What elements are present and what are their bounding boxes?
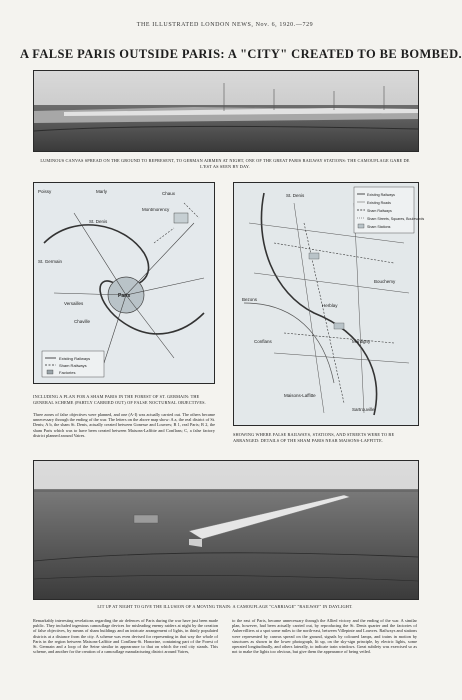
map-right-legend-4: Sham Stations	[367, 225, 391, 229]
page-title: A FALSE PARIS OUTSIDE PARIS: A "CITY" CREATED TO BE BOMBED.	[20, 47, 462, 61]
map-right-legend-2: Sham Railways	[367, 209, 392, 213]
map-left-label-versailles: Versailles	[64, 301, 84, 306]
photo-bottom-image	[34, 461, 418, 599]
map-left-text: Three zones of false objectives were planned, and one (A-I) was actually carried out. The others became unnecessary through the ending of the war. The letters on the above map show: A a, the real district of St. Denis; A b, the sham St. Denis, actually created between Gonesse and Louvres; B 1, real Paris; B 2, the sham Paris which was to have been created between Maisons-Laffitte and Conflans; C, a false factory district planned around Vaires.	[33, 412, 215, 438]
map-left-label-st-germain: St. Germain	[38, 259, 63, 264]
map-right	[233, 182, 425, 426]
map-right-legend-0: Existing Railways	[367, 193, 395, 197]
photo-top-caption: LUMINOUS CANVAS SPREAD ON THE GROUND TO REPRESENT, TO GERMAN AIRMEN AT NIGHT, ONE OF THE GREAT PARIS RAILWAY STATIONS: THE CAMOUFLAGE GARE DE L'EST AS SEEN BY DAY.	[40, 158, 410, 169]
running-head: THE ILLUSTRATED LONDON NEWS, Nov. 6, 1920.—729	[136, 22, 314, 28]
map-left-legend-existing: Existing Railways	[59, 356, 91, 361]
map-left-label-poissy: Poissy	[38, 189, 52, 194]
map-left-legend-factories: Factories	[59, 370, 76, 375]
map-right-label-bouchemy: Bouchemy	[374, 279, 396, 284]
map-right-label-bezons: Bezons	[242, 297, 258, 302]
map-left-label-paris: Paris	[118, 293, 131, 299]
map-left-label-st-denis: St. Denis	[89, 219, 108, 224]
map-right-image	[234, 183, 425, 425]
photo-bottom	[33, 460, 419, 600]
map-right-label-herblay: Herblay	[322, 303, 338, 308]
map-right-caption: SHOWING WHERE FALSE RAILWAYS, STATIONS, AND STREETS WERE TO BE ARRANGED: DETAILS OF THE SHAM PARIS NEAR MAISONS-LAFFITTE.	[233, 432, 395, 443]
map-right-label-montigny: Montigny	[352, 339, 371, 344]
map-left-label-chaux: Chaux	[162, 191, 176, 196]
map-left-caption: INCLUDING A PLAN FOR A SHAM PARIS IN THE FOREST OF ST. GERMAIN: THE GENERAL SCHEME (PARTLY CARRIED OUT) OF FALSE NOCTURNAL OBJECTIVES.	[33, 394, 206, 405]
map-right-legend-1: Existing Roads	[367, 201, 391, 205]
map-right-label-conflans: Conflans	[254, 339, 272, 344]
map-left-legend-sham: Sham Railways	[59, 363, 87, 368]
map-left-label-marly: Marly	[96, 189, 107, 194]
map-left	[33, 182, 215, 384]
photo-bottom-caption: LIT UP AT NIGHT TO GIVE THE ILLUSION OF A MOVING TRAIN: A CAMOUFLAGE "CARRIAGE" "RAILWAY" IN DAYLIGHT.	[97, 604, 353, 609]
map-right-label-maisons-laffitte: Maisons-Laffitte	[284, 393, 316, 398]
map-right-label-st-denis: St. Denis	[286, 193, 305, 198]
photo-top-image	[34, 71, 418, 151]
map-left-image	[34, 183, 214, 383]
photo-top	[33, 70, 419, 152]
map-right-legend-3: Sham Streets, Squares, Boulevards	[367, 217, 425, 221]
body-column-1: Remarkably interesting revelations regarding the air defences of Paris during the war have just been made public. They included ingenious camouflage devices for misleading enemy raiders at night by the creation of false objectives, by means of sham buildings and an intricate arrangement of lights, in thinly populated districts at a distance from the city. A scheme was even devised for representing in that way the whole of Paris in the region between Maisons-Laffitte and Conflans-St. Honorine, containing part of the Forest of St. Germain and a loop of the Seine similar in appearance to that on which the real city stands. This scheme, and another for the creation of a camouflage manufacturing district around Vaires,	[33, 618, 218, 655]
map-left-label-chaville: Chaville	[74, 319, 91, 324]
body-column-2: to the east of Paris, became unnecessary through the Allied victory and the ending of the war. A similar plan, however, had been actually carried out, by reproducing the St. Denis quarter and the factories of Aubervilliers at a spot some miles to the north-east, between Villepinte and Louvres. Railways and stations were represented by canvas spread on the ground, signals by coloured lamps, and trains in motion by structures as shown in the lower photograph, lit up, on the sky-sign principle, by electric lights, some operated longitudinally, and others laterally, to indicate train windows. Great subtlety was exercised so as not to make the lights too obvious, but give them the appearance of being veiled.	[232, 618, 417, 655]
map-right-label-sartrouville: Sartrouville	[352, 407, 375, 412]
map-left-label-montmorency: Montmorency	[142, 207, 170, 212]
